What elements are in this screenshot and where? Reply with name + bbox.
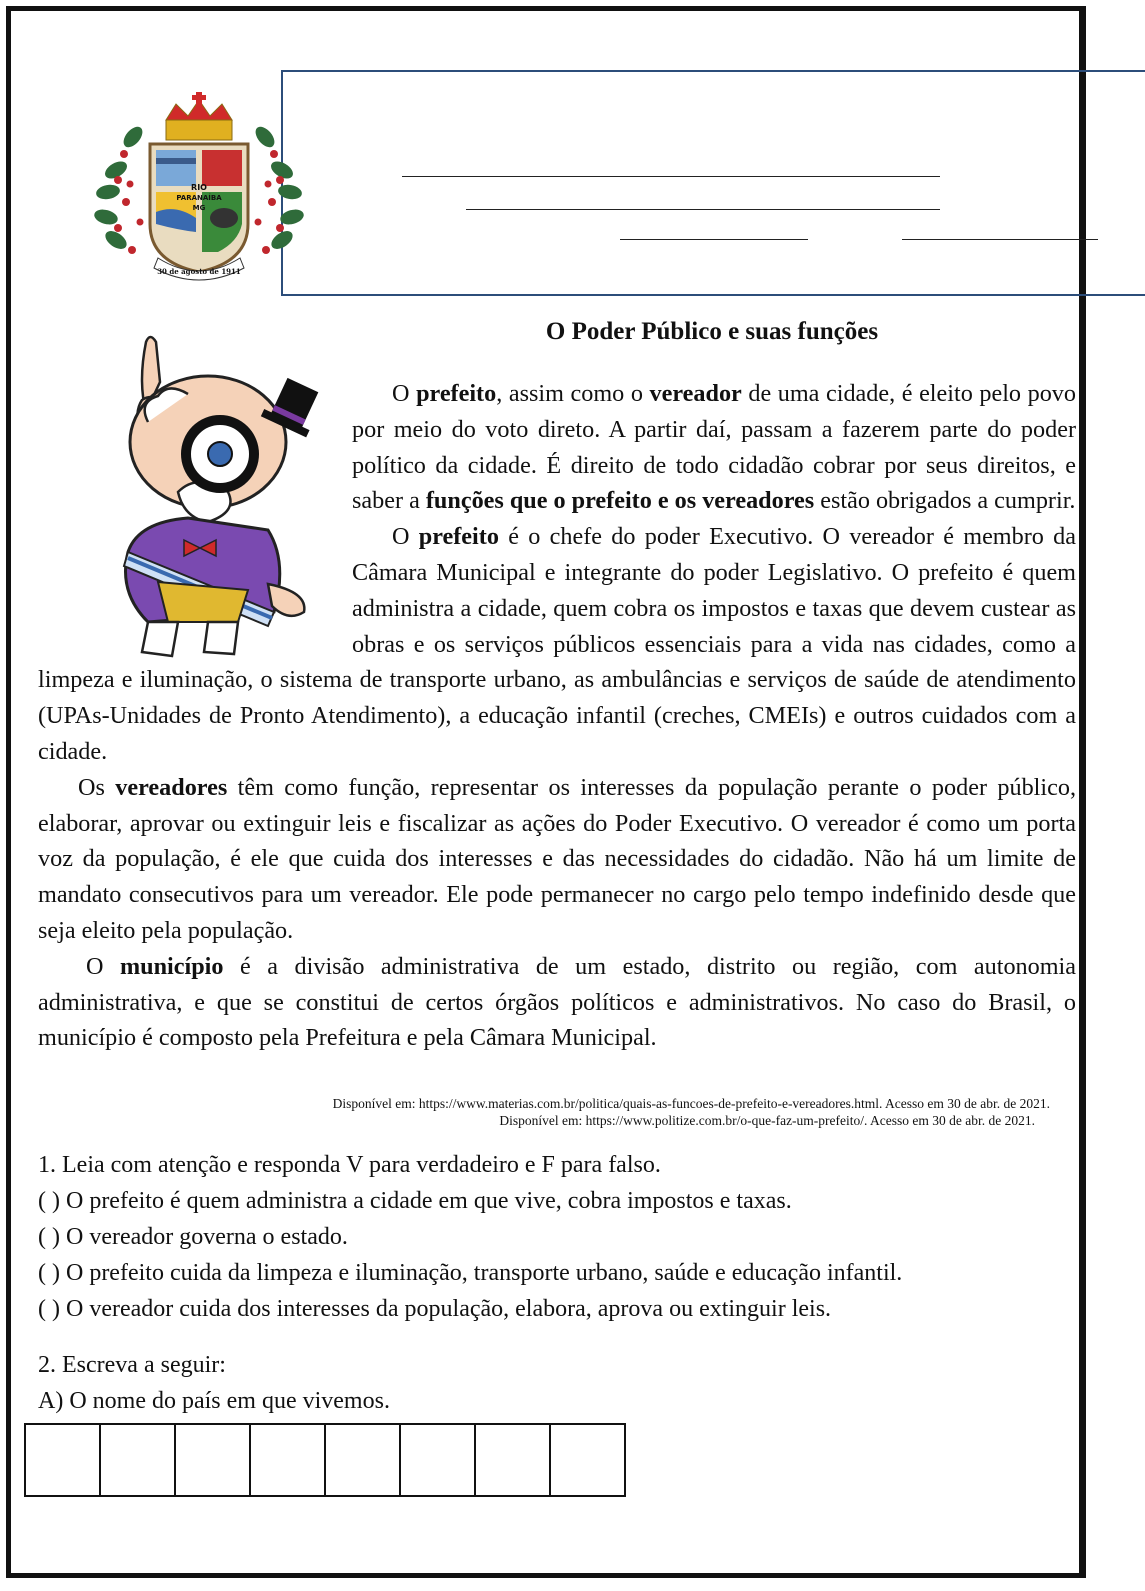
question-1-item-4[interactable]: ( ) O vereador cuida dos interesses da população, elabora, aprova ou extinguir leis. <box>38 1296 832 1322</box>
question-1-item-1[interactable]: ( ) O prefeito é quem administra a cidade em que vive, cobra impostos e taxas. <box>38 1188 792 1214</box>
text-run: de uma cidade, é eleito pelo povo por meio do voto direto. A partir daí, passam a fazerem parte do poder político da cidade. É direito de todo cidadão cobrar por seus direitos, e saber a <box>352 380 1076 515</box>
header-line-4 <box>902 239 1098 240</box>
question-1-prompt: 1. Leia com atenção e responda V para verdadeiro e F para falso. <box>38 1152 661 1178</box>
text-run: estão obrigados a cumprir. <box>814 487 1076 515</box>
answer-letter-cell[interactable] <box>476 1425 551 1495</box>
crest-crown <box>166 92 232 140</box>
illustration-spacer <box>38 376 352 656</box>
bold-term: prefeito <box>418 523 499 551</box>
text-run: é o chefe do poder Executivo. O vereador é membro da Câmara Municipal e integrante do poder Legislativo. O prefeito é quem administra a cidade, quem cobra os impostos e taxas que devem custear as obras e os serviços públicos essenciais para a vida nas cidades, como a limpeza e iluminação, o sistema de transporte urbano, as ambulâncias e serviços de saúde de atendimento (UPAs-Unidades de Pronto Atendimento), a educação infantil (creches, CMEIs) e outros cuidados com a cidade. <box>38 523 1076 765</box>
crest-branch-right <box>252 123 305 252</box>
answer-letter-cell[interactable] <box>326 1425 401 1495</box>
question-2-prompt: 2. Escreva a seguir: <box>38 1352 226 1378</box>
answer-letter-cell[interactable] <box>551 1425 626 1495</box>
bold-term: vereador <box>649 380 742 407</box>
question-2a-prompt: A) O nome do país em que vivemos. <box>38 1388 390 1414</box>
question-1-item-2[interactable]: ( ) O vereador governa o estado. <box>38 1224 348 1250</box>
answer-letter-grid <box>24 1423 626 1497</box>
text-run: é a divisão administrativa de um estado, distrito ou região, com autonomia administrativa, e que se constitui de certos órgãos políticos e administrativos. No caso do Brasil, o município é composto pela Prefeitura e pela Câmara Municipal. <box>38 952 1077 1052</box>
paragraph-4 <box>38 949 1076 1056</box>
bold-term: município <box>120 952 224 980</box>
answer-letter-cell[interactable] <box>26 1425 101 1495</box>
answer-letter-cell[interactable] <box>401 1425 476 1495</box>
text-run: têm como função, representar os interesses da população perante o poder público, elaborar, aprovar ou extinguir leis e fiscalizar as ações do Poder Executivo. O vereador é como um porta voz da população, é ele que cuida dos interesses e das necessidades do cidadão. Não há um limite de mandato consecutivos para um vereador. Ele pode permanecer no cargo pelo tempo indefinido desde que seja eleito pela população. <box>38 773 1076 944</box>
source-citation-2: Disponível em: https://www.politize.com.br/o-que-faz-um-prefeito/. Acesso em 30 de abr. de 2021. <box>499 1113 1035 1128</box>
header-line-3 <box>620 239 808 240</box>
city-crest-logo <box>88 92 310 284</box>
header-line-2 <box>466 209 940 210</box>
text-run: O <box>392 380 417 407</box>
bold-term: prefeito <box>416 380 497 407</box>
text-run: O <box>392 523 419 551</box>
crest-branch-left <box>93 123 146 252</box>
crest-city-line2: PARANAÍBA <box>176 194 222 202</box>
text-run: , assim como o <box>496 380 650 407</box>
bold-term: funções que o prefeito e os vereadores <box>425 487 815 515</box>
answer-letter-cell[interactable] <box>251 1425 326 1495</box>
article-title: O Poder Público e suas funções <box>545 318 879 345</box>
bold-term: vereadores <box>115 773 228 801</box>
article-body <box>38 376 1076 1056</box>
paragraph-3 <box>38 770 1076 949</box>
answer-letter-cell[interactable] <box>101 1425 176 1495</box>
header-line-1 <box>402 176 940 177</box>
crest-state: MG <box>192 204 206 212</box>
source-citation-1: Disponível em: https://www.materias.com.br/politica/quais-as-funcoes-de-prefeito-e-vereadores.html. Acesso em 30 de abr. de 2021. <box>332 1096 1050 1111</box>
text-run: O <box>86 952 120 980</box>
crest-date-ribbon: 30 de agosto de 1911 <box>157 267 241 276</box>
answer-letter-cell[interactable] <box>176 1425 251 1495</box>
header-box <box>281 70 1145 296</box>
crest-city-line1: RIO <box>191 183 207 192</box>
text-run: Os <box>78 773 116 801</box>
question-1-item-3[interactable]: ( ) O prefeito cuida da limpeza e iluminação, transporte urbano, saúde e educação infantil. <box>38 1260 903 1286</box>
